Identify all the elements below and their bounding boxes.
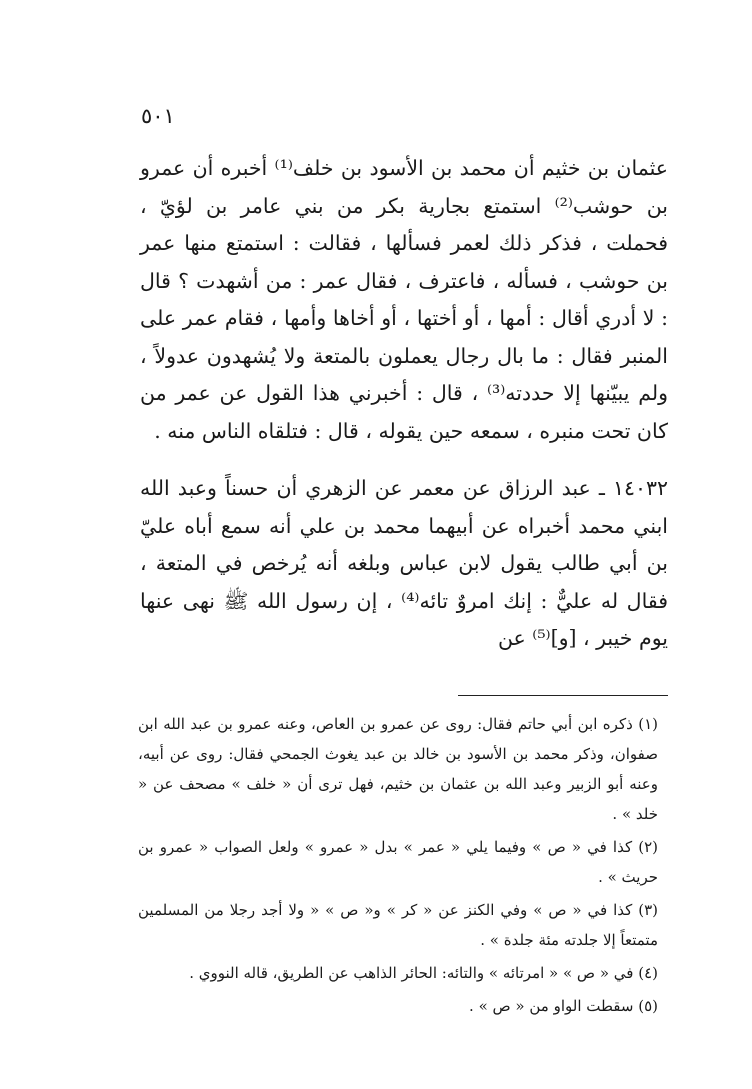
- footnote-5: (٥) سقطت الواو من « ص » .: [469, 997, 658, 1015]
- footnotes: [138, 709, 670, 1024]
- footnote-1: (١) ذكره ابن أبي حاتم فقال: روى عن عمرو بن العاص، وعنه عمرو بن عبد الله ابن صفوان، وذكر محمد بن الأسود بن خالد بن عبد يغوث الجمحي فقال: روى عن أبيه، وعنه أبو الزبير وعبد الله بن عثمان بن خثيم، فهل ترى أن « خلف » مصحف عن « خلد » .: [138, 715, 658, 823]
- footnote-divider: [458, 695, 668, 696]
- footnote-2: (٢) كذا في « ص » وفيما يلي « عمر » بدل « عمرو » ولعل الصواب « عمرو بن حريث » .: [138, 838, 658, 886]
- body-paragraph: عثمان بن خثيم أن محمد بن الأسود بن خلف⁽¹⁾ أخبره أن عمرو بن حوشب⁽²⁾ استمتع بجارية بكر من بني عامر بن لؤيّ ، فحملت ، فذكر ذلك لعمر فسألها ، فقالت : استمتع منها عمر بن حوشب ، فسأله ، فاعترف ، فقال عمر : من أشهدت ؟ قال : لا أدري أقال : أمها ، أو أختها ، أو أخاها وأمها ، فقام عمر على المنبر فقال : ما بال رجال يعملون بالمتعة ولا يُشهدون عدولاً ، ولم يبيّنها إلا حددته⁽³⁾ ، قال : أخبرني هذا القول عن عمر من كان تحت منبره ، سمعه حين يقوله ، قال : فتلقاه الناس منه .: [140, 156, 668, 443]
- main-text: [140, 150, 668, 658]
- footnote-4: (٤) في « ص » « امرتائه » والتائه: الحائر الذاهب عن الطريق، قاله النووي .: [189, 964, 658, 982]
- hadith-paragraph: ١٤٠٣٢ ـ عبد الرزاق عن معمر عن الزهري أن حسناً وعبد الله ابني محمد أخبراه عن أبيهما محمد بن علي أنه سمع أباه عليّ بن أبي طالب يقول لابن عباس وبلغه أنه يُرخص في المتعة ، فقال له عليٌّ : إنك امروٌ تائه⁽⁴⁾ ، إن رسول الله ﷺ نهى عنها يوم خيبر ، [و]⁽⁵⁾ عن: [140, 476, 668, 650]
- footnote-3: (٣) كذا في « ص » وفي الكنز عن « كر » و« ص » « ولا أجد رجلا من المسلمين متمتعاً إلا جلدته مئة جلدة » .: [138, 901, 658, 949]
- page-number: ٥٠١: [141, 104, 175, 128]
